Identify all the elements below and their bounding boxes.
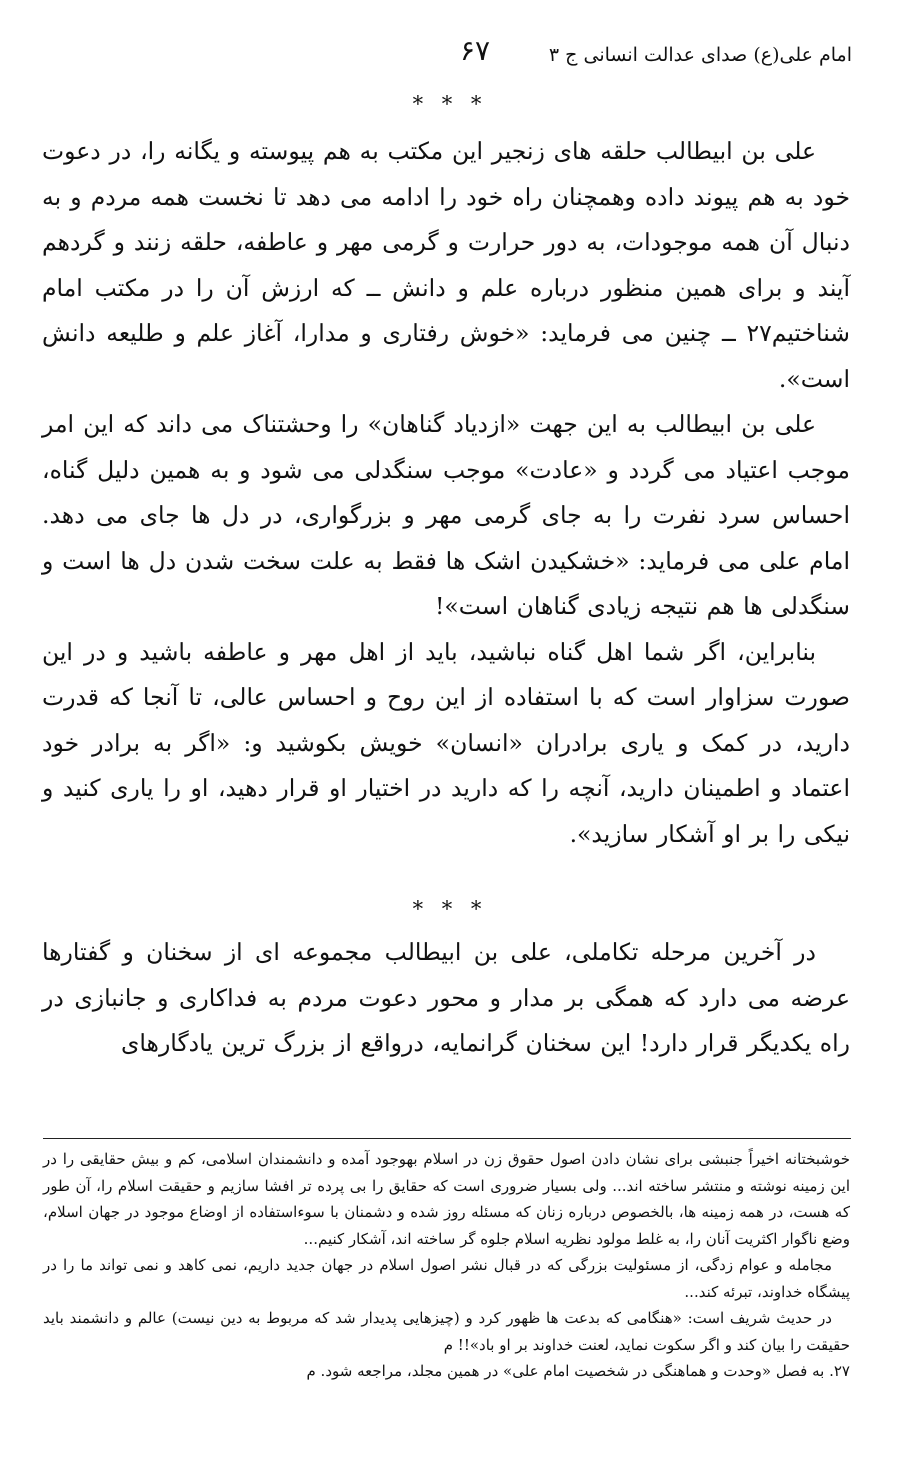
book-title: امام علی(ع) صدای عدالت انسانی ج ۳ [548,44,852,66]
section-separator: * * * [412,897,488,921]
section-separator: * * * [412,92,488,116]
page-number: ۶۷ [459,34,491,67]
footnote: ۲۷. به فصل «وحدت و هماهنگی در شخصیت امام علی» در همین مجلد، مراجعه شود. م [306,1362,850,1380]
paragraph: علی بن ابیطالب به این جهت «ازدیاد گناهان» را وحشتناک می داند که این امر موجب اعتیاد می گردد و «عادت» موجب سنگدلی می شود و به همین دلیل گناه، احساس سرد نفرت را به جای گرمی مهر و بزرگواری، در دل ها جای می دهد. امام علی می فرماید: «خشکیدن اشک ها فقط به علت سخت شدن دل ها است و سنگدلی ها هم نتیجه زیادی گناهان است»! [42,410,850,620]
paragraph: علی بن ابیطالب حلقه های زنجیر این مکتب به هم پیوسته و یگانه را، در دعوت خود به هم پیوند داده وهمچنان راه خود را ادامه می دهد تا نخست همه مردم و به دنبال آن همه موجودات، به دور حرارت و گرمی مهر و عاطفه، حلقه زنند و گردهم آیند و برای همین منظور درباره علم و دانش ــ که ارزش آن را در مکتب امام شناختیم۲۷ ــ چنین می فرماید: «خوش رفتاری و مدارا، آغاز علم و طلیعه دانش است». [42,137,850,393]
footnote: مجامله و عوام زدگی، از مسئولیت بزرگی که در قبال نشر اصول اسلام در جهان جدید داریم، نمی کاهد و نمی تواند ما را در پیشگاه خداوند، تبرئه کند... [43,1256,850,1301]
footnote: خوشبختانه اخیراً جنبشی برای نشان دادن اصول حقوق زن در اسلام بهوجود آمده و دانشمندان اسلامی، کم و بیش حقایقی را در این زمینه نوشته و منتشر ساخته اند... ولی بسیار ضروری است که حقایق را بی پرده تر افشا سازیم و حقیقت اسلام را، آن طور که هست، در همه زمینه ها، بالخصوص درباره زنان که مسئله روز شده و دشمنان با سوءاستفاده از اوضاع موجود در جهان اسلام، وضع ناگوار اکثریت آنان را، به غلط مولود نظریه اسلام جلوه گر ساخته اند، آشکار کنیم... [43,1150,850,1248]
paragraph: بنابراین، اگر شما اهل گناه نباشید، باید از اهل مهر و عاطفه باشید و در این صورت سزاوار است که با استفاده از این روح و احساس عالی، تا آنجا که قدرت دارید، در کمک و یاری برادران «انسان» خویش بکوشید و: «اگر به برادر خود اعتماد و اطمینان دارید، آنچه را که دارید در اختیار او قرار دهید، او را یاری کنید و نیکی را بر او آشکار سازید». [42,637,850,848]
footnotes [43,1146,850,1385]
footnote-divider [43,1138,851,1139]
footnote: در حدیث شریف است: «هنگامی که بدعت ها ظهور کرد و (چیزهایی پدیدار شد که مربوط به دین نیست) عالم و دانشمند باید حقیقت را بیان کند و اگر سکوت نماید، لعنت خداوند بر او باد»!! م [43,1309,850,1354]
main-text-continued [42,930,850,1067]
main-text [42,129,850,857]
paragraph: در آخرین مرحله تکاملی، علی بن ابیطالب مجموعه ای از سخنان و گفتارها عرضه می دارد که همگی بر مدار و محور دعوت مردم به فداکاری و جانبازی در راه یکدیگر قرار دارد! این سخنان گرانمایه، درواقع از بزرگ ترین یادگارهای [42,938,850,1057]
running-header [40,34,852,74]
